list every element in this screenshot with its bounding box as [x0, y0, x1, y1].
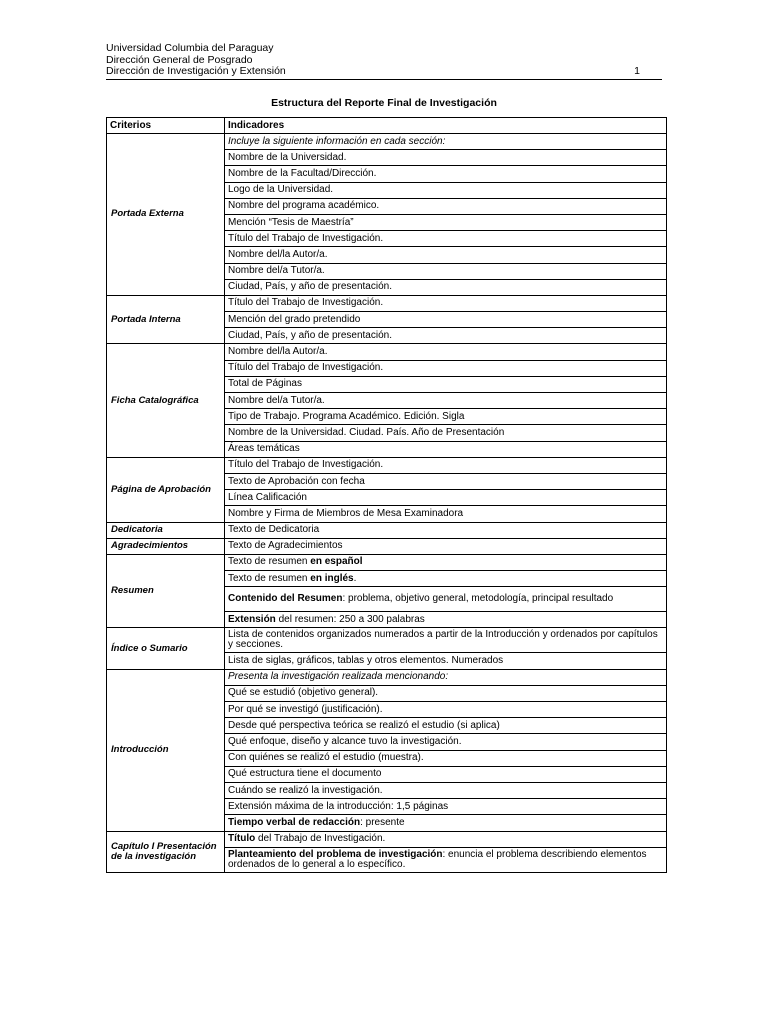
criterio-cell: Portada Externa — [107, 134, 225, 296]
indicador-text: en español — [310, 556, 363, 568]
indicador-cell — [225, 150, 667, 166]
indicador-text: Incluye la siguiente información en cada sección: — [228, 135, 446, 147]
indicador-cell — [225, 441, 667, 457]
indicador-cell — [225, 457, 667, 473]
indicador-text: Desde qué perspectiva teórica se realizó el estudio (si aplica) — [228, 719, 500, 731]
indicador-cell — [225, 669, 667, 685]
indicador-text: del resumen: 250 a 300 palabras — [275, 613, 425, 625]
indicador-text: Lista de siglas, gráficos, tablas y otros elementos. Numerados — [228, 655, 504, 667]
indicador-text: Ciudad, País, y año de presentación. — [228, 329, 392, 341]
table-row — [107, 522, 667, 538]
indicador-cell — [225, 166, 667, 182]
indicador-text: Nombre de la Universidad. Ciudad. País. Año de Presentación — [228, 426, 505, 438]
indicador-cell — [225, 554, 667, 570]
indicador-text: Título del Trabajo de Investigación. — [228, 459, 384, 471]
table-row — [107, 554, 667, 570]
page-header — [106, 43, 662, 80]
indicador-text: Título del Trabajo de Investigación. — [228, 362, 384, 374]
indicador-text: Línea Calificación — [228, 491, 307, 503]
indicador-cell — [225, 571, 667, 587]
indicador-cell — [225, 134, 667, 150]
indicador-text: Tiempo verbal de redacción — [228, 816, 361, 828]
table-row — [107, 295, 667, 311]
header-direction: Dirección General de Posgrado — [106, 53, 253, 66]
indicador-text: Logo de la Universidad. — [228, 184, 334, 196]
indicador-text: Ciudad, País, y año de presentación. — [228, 281, 392, 293]
indicador-text: Cuándo se realizó la investigación. — [228, 784, 383, 796]
indicador-text: Texto de Aprobación con fecha — [228, 475, 365, 487]
indicador-cell — [225, 344, 667, 360]
indicador-text: Nombre del/a Tutor/a. — [228, 394, 325, 406]
indicador-cell — [225, 247, 667, 263]
indicador-text: Mención “Tesis de Maestría” — [228, 216, 354, 228]
indicador-text: : problema, objetivo general, metodología, principal resultado — [342, 593, 614, 605]
indicador-cell — [225, 312, 667, 328]
indicador-cell — [225, 628, 667, 653]
indicador-text: Con quiénes se realizó el estudio (muestra). — [228, 752, 424, 764]
table-row — [107, 344, 667, 360]
criterio-cell: Página de Aprobación — [107, 457, 225, 522]
criterio-cell: Resumen — [107, 554, 225, 628]
indicador-text: Nombre del programa académico. — [228, 200, 380, 212]
indicador-cell — [225, 473, 667, 489]
indicador-cell — [225, 685, 667, 701]
indicador-text: Título del Trabajo de Investigación. — [228, 297, 384, 309]
indicador-cell — [225, 263, 667, 279]
indicador-text: Nombre del/a Tutor/a. — [228, 265, 325, 277]
criterio-cell: Dedicatoria — [107, 522, 225, 538]
indicador-cell — [225, 231, 667, 247]
indicador-text: Texto de Dedicatoria — [228, 524, 320, 536]
indicador-cell — [225, 734, 667, 750]
criterio-cell: Índice o Sumario — [107, 628, 225, 669]
criterio-cell: Introducción — [107, 669, 225, 831]
table-header-row — [107, 118, 667, 134]
indicador-text: Por qué se investigó (justificación). — [228, 703, 383, 715]
indicador-cell — [225, 328, 667, 344]
indicador-text: Título — [228, 833, 256, 845]
table-row — [107, 538, 667, 554]
indicador-text: Qué se estudió (objetivo general). — [228, 687, 379, 699]
indicador-text: Nombre de la Facultad/Dirección. — [228, 167, 377, 179]
indicador-cell — [225, 182, 667, 198]
indicador-text: Presenta la investigación realizada mencionando: — [228, 671, 449, 683]
indicador-text: Planteamiento del problema de investigación — [228, 848, 443, 860]
indicador-cell — [225, 847, 667, 872]
indicador-cell — [225, 409, 667, 425]
table-row — [107, 669, 667, 685]
indicador-cell — [225, 718, 667, 734]
indicador-cell — [225, 831, 667, 847]
indicador-cell — [225, 815, 667, 831]
page-number: 1 — [634, 65, 640, 77]
indicador-text: del Trabajo de Investigación. — [255, 833, 386, 845]
criterio-cell: Capítulo I Presentación de la investigación — [107, 831, 225, 872]
indicador-cell — [225, 702, 667, 718]
indicador-cell — [225, 425, 667, 441]
indicador-text: Áreas temáticas — [228, 443, 300, 455]
indicador-text: Total de Páginas — [228, 378, 302, 390]
table-row — [107, 457, 667, 473]
report-structure-table — [106, 117, 667, 873]
indicador-cell — [225, 214, 667, 230]
indicador-text: Lista de contenidos organizados numerados a partir de la Introducción y ordenados por capítulos y secciones. — [228, 629, 658, 651]
indicador-text: en inglés — [310, 572, 354, 584]
indicador-cell — [225, 198, 667, 214]
indicador-cell — [225, 490, 667, 506]
indicador-cell — [225, 279, 667, 295]
criterio-cell: Portada Interna — [107, 295, 225, 344]
column-header-criterios: Criterios — [107, 118, 225, 134]
indicador-cell — [225, 376, 667, 392]
header-university: Universidad Columbia del Paraguay — [106, 42, 274, 54]
indicador-cell — [225, 766, 667, 782]
header-department: Dirección de Investigación y Extensión — [106, 65, 286, 77]
header-department-line — [106, 66, 662, 80]
criterio-cell: Ficha Catalográfica — [107, 344, 225, 457]
indicador-text: Contenido del Resumen — [228, 593, 343, 605]
indicador-text: Nombre y Firma de Miembros de Mesa Examinadora — [228, 507, 464, 519]
indicador-text: Título del Trabajo de Investigación. — [228, 232, 384, 244]
indicador-cell — [225, 799, 667, 815]
table-row — [107, 628, 667, 653]
indicador-cell — [225, 295, 667, 311]
indicador-cell — [225, 522, 667, 538]
indicador-cell — [225, 393, 667, 409]
indicador-cell — [225, 506, 667, 522]
criterio-cell: Agradecimientos — [107, 538, 225, 554]
indicador-text: Extensión máxima de la introducción: 1,5 páginas — [228, 800, 449, 812]
indicador-cell — [225, 587, 667, 612]
indicador-cell — [225, 750, 667, 766]
indicador-text: Texto de resumen — [228, 572, 311, 584]
indicador-text: Texto de resumen — [228, 556, 311, 568]
indicador-text: Nombre del/la Autor/a. — [228, 346, 328, 358]
table-row — [107, 831, 667, 847]
document-title: Estructura del Reporte Final de Investigación — [271, 97, 497, 109]
indicador-cell — [225, 782, 667, 798]
indicador-text: Tipo de Trabajo. Programa Académico. Edición. Sigla — [228, 410, 465, 422]
indicador-text: : presente — [360, 816, 405, 828]
indicador-text: Extensión — [228, 613, 276, 625]
table-row — [107, 134, 667, 150]
indicador-text: Nombre del/la Autor/a. — [228, 248, 328, 260]
column-header-indicadores: Indicadores — [225, 118, 667, 134]
indicador-text: Texto de Agradecimientos — [228, 540, 343, 552]
indicador-text: Qué estructura tiene el documento — [228, 768, 382, 780]
indicador-text: . — [353, 572, 357, 584]
indicador-text: Mención del grado pretendido — [228, 313, 361, 325]
indicador-cell — [225, 538, 667, 554]
indicador-cell — [225, 653, 667, 669]
indicador-cell — [225, 612, 667, 628]
indicador-text: Qué enfoque, diseño y alcance tuvo la investigación. — [228, 735, 462, 747]
indicador-cell — [225, 360, 667, 376]
indicador-text: : enuncia el problema describiendo elementos ordenados de lo general a lo específico. — [228, 848, 647, 870]
indicador-text: Nombre de la Universidad. — [228, 151, 347, 163]
